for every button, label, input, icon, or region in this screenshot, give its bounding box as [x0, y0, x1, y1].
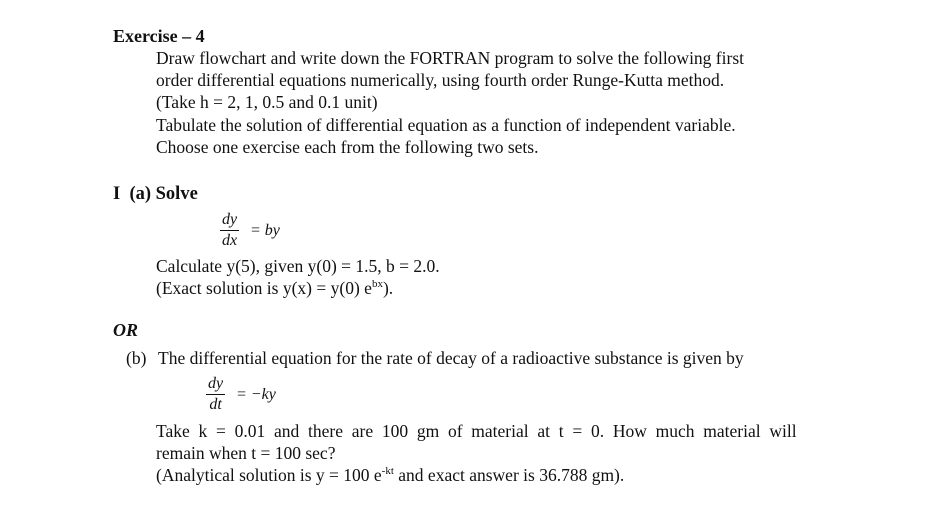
exercise-title: Exercise – 4 — [113, 26, 205, 46]
intro-line-1: Draw flowchart and write down the FORTRAN program to solve the following first — [156, 48, 745, 68]
intro-line-3: (Take h = 2, 1, 0.5 and 0.1 unit) — [156, 92, 378, 112]
part-b-line-3 — [156, 465, 624, 486]
part-b-rhs: = −ky — [236, 386, 276, 403]
part-a-denominator: dx — [222, 232, 238, 249]
part-b-line-1: Take k = 0.01 and there are 100 gm of material at t = 0. How much material will — [156, 421, 797, 441]
part-a-heading: I (a) Solve — [113, 184, 198, 204]
part-a-line-2 — [156, 278, 393, 299]
part-b-denominator: dt — [209, 396, 222, 413]
part-a-line-2-text: (Exact solution is y(x) = y(0) e — [156, 278, 372, 298]
or-label: OR — [113, 320, 139, 340]
part-b-line-2: remain when t = 100 sec? — [156, 443, 336, 463]
part-a-exponent: bx — [371, 278, 383, 290]
part-b-numerator: dy — [206, 375, 225, 395]
part-a-rhs: = by — [250, 222, 280, 239]
intro-line-4: Tabulate the solution of differential equation as a function of independent variable. — [156, 115, 736, 135]
part-a-line-2-end: ). — [382, 278, 394, 298]
intro-line-5: Choose one exercise each from the following two sets. — [156, 137, 539, 157]
part-b-line-3-end: and exact answer is 36.788 gm). — [393, 465, 625, 485]
part-a-line-1: Calculate y(5), given y(0) = 1.5, b = 2.0. — [156, 256, 440, 276]
part-b-intro: The differential equation for the rate of decay of a radioactive substance is given by — [158, 348, 744, 368]
part-b-fraction — [206, 375, 225, 414]
intro-line-2: order differential equations numerically, using fourth order Runge-Kutta method. — [156, 70, 725, 90]
part-b-exponent: -kt — [381, 465, 394, 477]
part-a-fraction — [220, 211, 239, 250]
part-a-numerator: dy — [220, 211, 239, 231]
part-b-line-3-text: (Analytical solution is y = 100 e — [156, 465, 382, 485]
part-b-label: (b) — [126, 348, 147, 368]
